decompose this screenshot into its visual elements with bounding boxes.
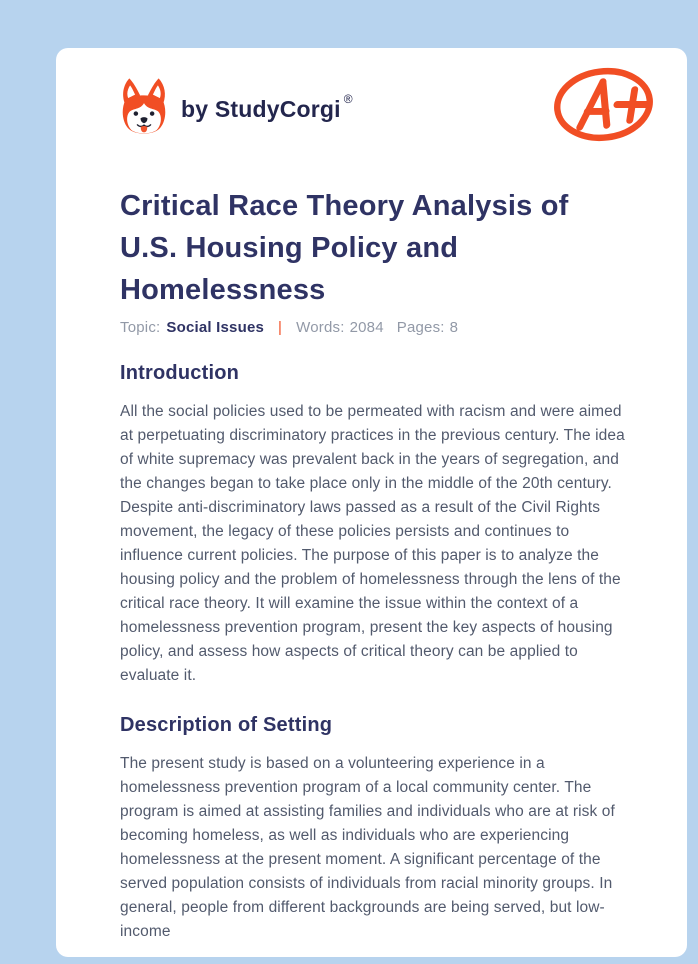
card-header xyxy=(120,75,655,139)
document-meta xyxy=(120,319,625,336)
words-label: Words: xyxy=(296,319,345,336)
topic-label: Topic: xyxy=(120,319,161,336)
section-body-description-of-setting: The present study is based on a volunteering experience in a homelessness prevention program of a local community center. The program is aimed at assisting families and individuals who are at risk of becoming homeless, as well as individuals who are experiencing homelessness at the present moment. A significant percentage of the served population consists of individuals from racial minority groups. In general, people from different backgrounds are being served, but low-income xyxy=(120,755,615,940)
brand-text xyxy=(181,92,353,123)
section-body-introduction: All the social policies used to be permeated with racism and were aimed at perpetuating discriminatory practices in the previous century. The idea of white supremacy was prevalent back in the years of segregation, and the changes began to take place only in the middle of the 20th century. Despite anti-discriminatory laws passed as a result of the Civil Rights movement, the legacy of these policies persists and continues to influence current policies. The purpose of this paper is to analyze the housing policy and the problem of homelessness through the lens of the critical race theory. It will examine the issue within the context of a homelessness prevention program, present the key aspects of housing policy, and assess how aspects of critical theory can be applied to evaluate it. xyxy=(120,403,625,684)
studycorgi-brand[interactable] xyxy=(120,76,353,138)
document-title: Critical Race Theory Analysis of U.S. Housing Policy and Homelessness xyxy=(120,190,569,306)
topic-link[interactable]: Social Issues xyxy=(166,319,265,336)
section-introduction xyxy=(120,362,625,688)
pages-value: 8 xyxy=(449,319,459,336)
section-description-of-setting xyxy=(120,714,625,944)
pages-group xyxy=(397,319,458,336)
words-value: 2084 xyxy=(349,319,384,336)
registered-mark: ® xyxy=(343,91,353,106)
section-heading-introduction: Introduction xyxy=(120,362,240,384)
pages-label: Pages: xyxy=(396,319,445,336)
section-heading-description-of-setting: Description of Setting xyxy=(120,714,333,736)
corgi-head-icon xyxy=(120,76,168,138)
brand-label: by StudyCorgi xyxy=(181,95,341,122)
meta-separator: | xyxy=(278,319,283,336)
document-preview-card xyxy=(56,48,687,957)
document-content xyxy=(120,185,625,944)
a-plus-circled-icon xyxy=(552,65,655,144)
